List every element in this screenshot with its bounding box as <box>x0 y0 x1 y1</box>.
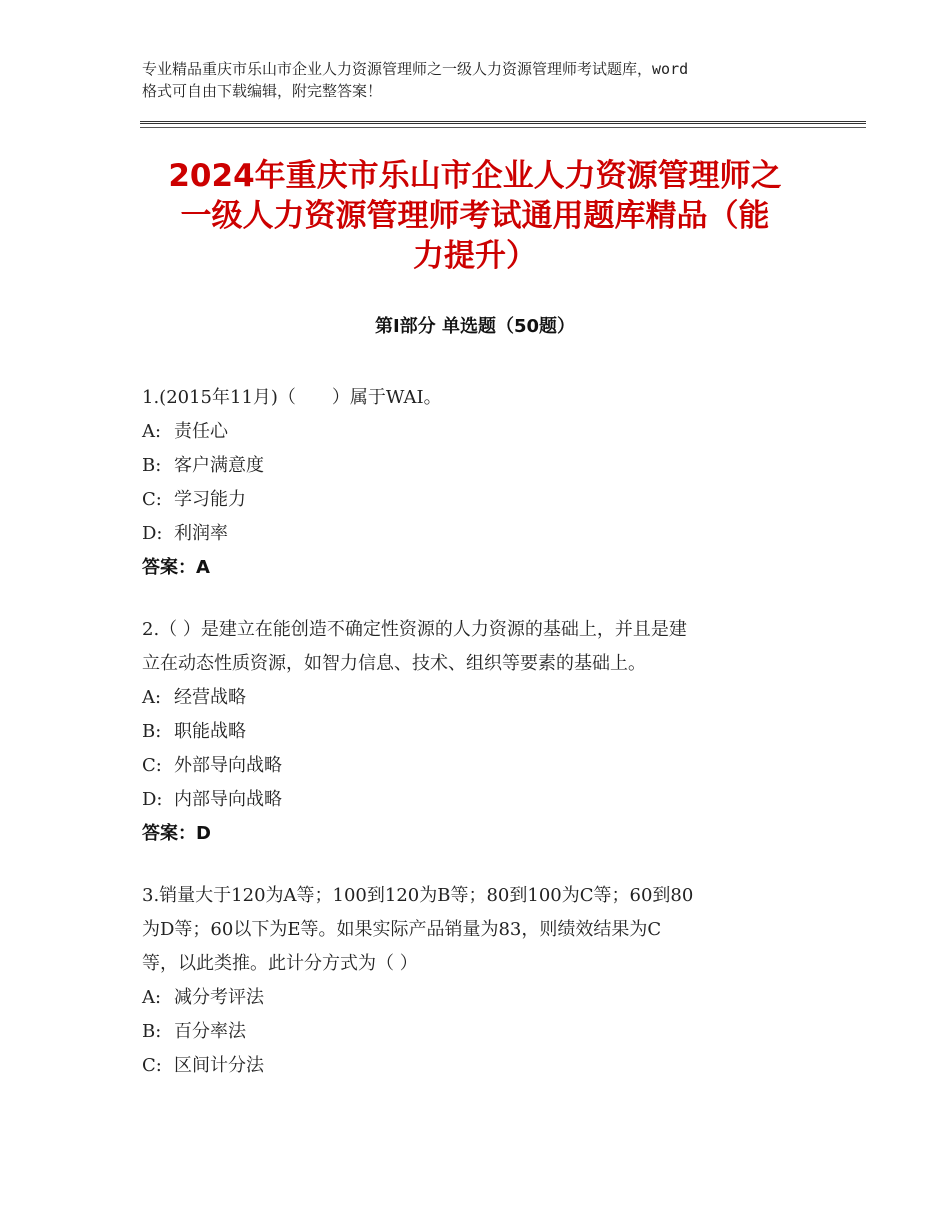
section-title: 第Ⅰ部分 单选题（50题） <box>374 316 575 337</box>
answer: 答案：A <box>142 557 210 578</box>
question-stem-line-2: 为D等；60以下为E等。如果实际产品销量为83，则绩效结果为C <box>142 919 662 940</box>
option-b <box>142 715 812 749</box>
question-stem-line-3: 等，以此类推。此计分方式为（ ） <box>142 953 418 974</box>
header-note-line-1: 专业精品重庆市乐山市企业人力资源管理师之一级人力资源管理师考试题库，word <box>142 60 689 78</box>
document-title-line-1: 2024年重庆市乐山市企业人力资源管理师之 <box>168 158 782 194</box>
option-key: A: <box>142 421 162 442</box>
option-key: C: <box>142 1055 162 1076</box>
question-stem: 1.(2015年11月)（ ）属于WAI。 <box>142 387 442 408</box>
option-key: D: <box>142 789 163 810</box>
option-text: 区间计分法 <box>174 1055 264 1076</box>
option-c <box>142 1049 812 1083</box>
header-note <box>142 58 822 102</box>
header-note-line-2: 格式可自由下载编辑，附完整答案！ <box>142 82 383 100</box>
question-stem-line-2: 立在动态性质资源，如智力信息、技术、组织等要素的基础上。 <box>142 653 646 674</box>
option-key: B: <box>142 721 162 742</box>
option-b <box>142 449 812 483</box>
option-key: D: <box>142 523 163 544</box>
option-b <box>142 1015 812 1049</box>
option-key: C: <box>142 755 162 776</box>
answer: 答案：D <box>142 823 211 844</box>
option-text: 百分率法 <box>174 1021 246 1042</box>
option-text: 利润率 <box>174 523 228 544</box>
option-d <box>142 517 812 551</box>
question-1 <box>142 381 812 585</box>
option-text: 减分考评法 <box>174 987 264 1008</box>
option-key: C: <box>142 489 162 510</box>
option-text: 职能战略 <box>174 721 246 742</box>
document-title-line-2: 一级人力资源管理师考试通用题库精品（能 <box>180 198 770 234</box>
option-text: 责任心 <box>174 421 228 442</box>
option-key: B: <box>142 455 162 476</box>
option-c <box>142 749 812 783</box>
option-text: 经营战略 <box>174 687 246 708</box>
question-2 <box>142 613 812 851</box>
option-text: 学习能力 <box>174 489 246 510</box>
option-a <box>142 981 812 1015</box>
option-key: A: <box>142 987 162 1008</box>
option-key: B: <box>142 1021 162 1042</box>
option-d <box>142 783 812 817</box>
option-c <box>142 483 812 517</box>
question-stem-line-1: 3.销量大于120为A等；100到120为B等；80到100为C等；60到80 <box>142 885 694 906</box>
question-list <box>142 381 812 1111</box>
option-a <box>142 415 812 449</box>
option-key: A: <box>142 687 162 708</box>
option-text: 客户满意度 <box>174 455 264 476</box>
document-title <box>120 156 830 276</box>
header-divider <box>140 121 866 124</box>
option-text: 外部导向战略 <box>174 755 282 776</box>
option-text: 内部导向战略 <box>174 789 282 810</box>
question-stem-line-1: 2.（ ）是建立在能创造不确定性资源的人力资源的基础上，并且是建 <box>142 619 687 640</box>
document-title-line-3: 力提升） <box>413 238 537 274</box>
option-a <box>142 681 812 715</box>
question-3 <box>142 879 812 1083</box>
